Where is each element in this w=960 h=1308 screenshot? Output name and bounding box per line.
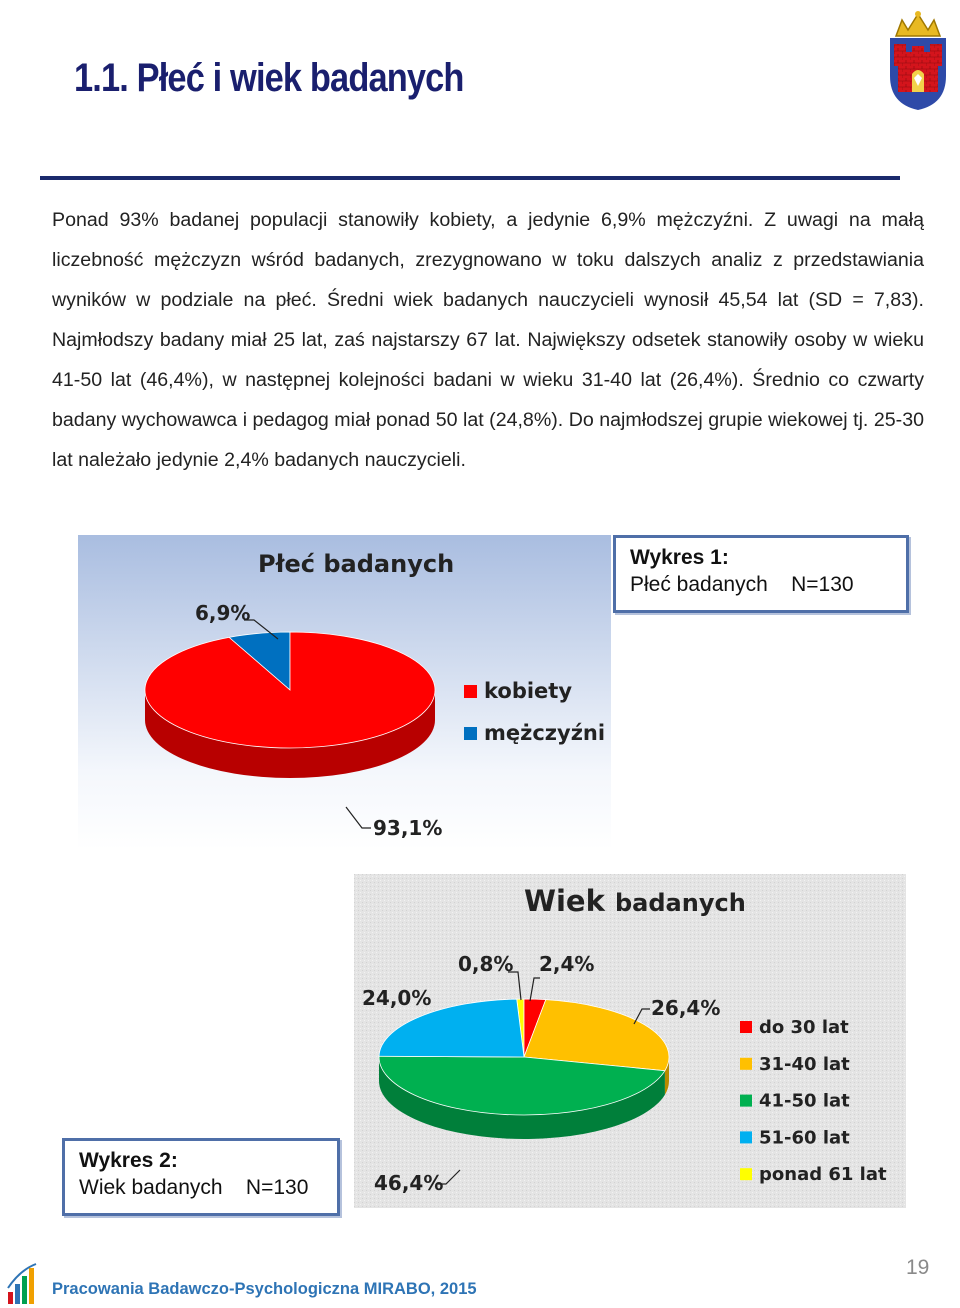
chart2-caption (62, 1138, 340, 1216)
legend-swatch (464, 685, 477, 698)
legend-label: 41-50 lat (759, 1090, 850, 1112)
age-pie-chart (354, 874, 906, 1208)
chart2-caption-text: Wiek badanych N=130 (79, 1176, 309, 1199)
legend-swatch (740, 1095, 752, 1107)
gender-pie-chart (78, 535, 611, 850)
data-label-men: 6,9% (195, 601, 251, 625)
footer-text: Pracowania Badawczo-Psychologiczna MIRABO, 2015 (52, 1280, 477, 1298)
heading-rule (40, 176, 900, 180)
legend-label: 51-60 lat (759, 1127, 850, 1149)
data-label-women: 93,1% (373, 816, 443, 840)
legend-swatch (464, 727, 477, 740)
chart-title: Wiek badanych (524, 884, 746, 918)
mirabo-logo-icon (6, 1262, 40, 1306)
data-label-51-60: 24,0% (362, 986, 432, 1010)
data-label-61plus: 0,8% (458, 952, 514, 976)
chart1-caption (613, 535, 909, 613)
chart2-caption-head: Wykres 2: (79, 1149, 178, 1172)
legend-label: ponad 61 lat (759, 1164, 887, 1186)
page-number: 19 (906, 1256, 930, 1279)
legend-swatch (740, 1168, 752, 1180)
legend-swatch (740, 1131, 752, 1143)
chart1-caption-text: Płeć badanych N=130 (630, 573, 854, 596)
body-paragraph: Ponad 93% badanej populacji stanowiły kobiety, a jedynie 6,9% mężczyźni. Z uwagi na małą liczebność mężczyzn wśród badanych, zrezygnowano w toku dalszych analiz z przedstawiania wyników w podziale na płeć. Średni wiek badanych nauczycieli wynosił 45,54 lat (SD = 7,83). Najmłodszy badany miał 25 lat, zaś najstarszy 67 lat. Największy odsetek stanowiły osoby w wieku 41-50 lat (46,4%), w następnej kolejności badani w wieku 31-40 lat (26,4%). Średnio co czwarty badany wychowawca i pedagog miał ponad 50 lat (24,8%). Do najmłodszej grupie wiekowej tj. 25-30 lat należało jedynie 2,4% badanych nauczycieli. (52, 209, 924, 471)
page-title: 1.1. Płeć i wiek badanych (74, 56, 464, 100)
legend-swatch (740, 1058, 752, 1070)
legend-label: mężczyźni (484, 721, 606, 745)
legend-label: 31-40 lat (759, 1053, 850, 1075)
pie-slice (145, 632, 435, 748)
legend-swatch (740, 1021, 752, 1033)
chart1-caption-head: Wykres 1: (630, 546, 729, 569)
legend-label: do 30 lat (759, 1017, 849, 1038)
data-label-30: 2,4% (539, 952, 595, 976)
legend-label: kobiety (484, 679, 573, 703)
data-label-31-40: 26,4% (651, 996, 721, 1020)
data-label-41-50: 46,4% (374, 1171, 444, 1195)
chart-title: Płeć badanych (258, 550, 455, 578)
krakow-coat-of-arms-logo (878, 6, 958, 114)
